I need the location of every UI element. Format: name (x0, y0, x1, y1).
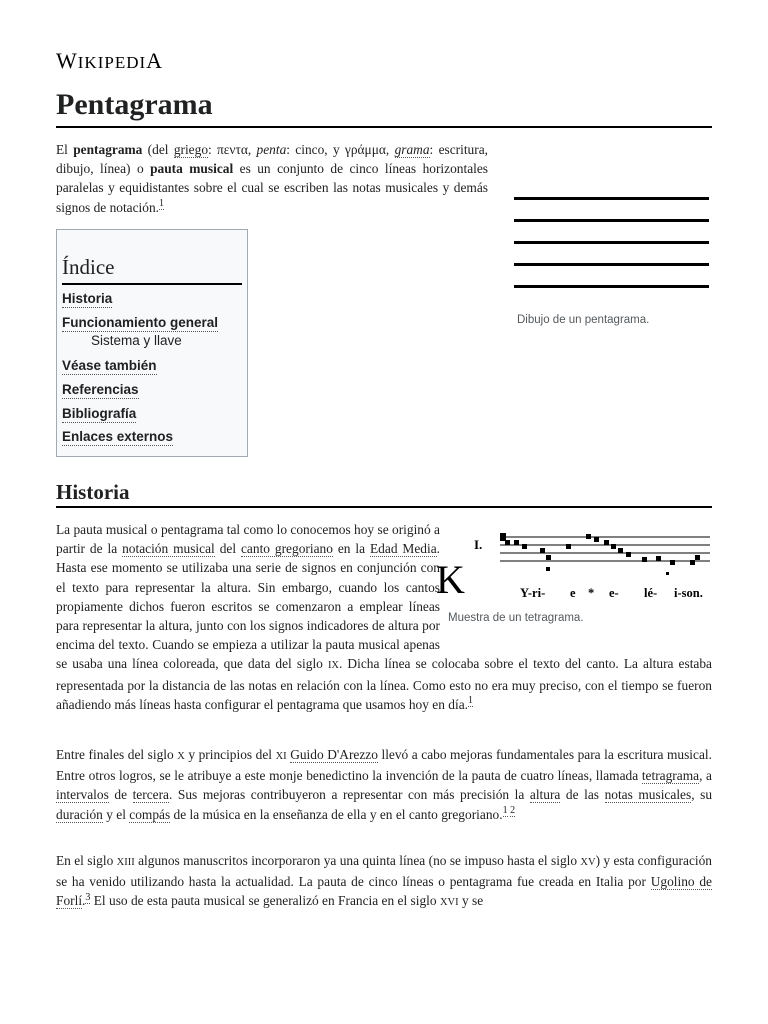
toc-item-enlaces[interactable]: Enlaces externos (62, 429, 174, 444)
toc-item-sistema[interactable]: Sistema y llave (91, 333, 182, 348)
toc-item-funcionamiento[interactable]: Funcionamiento general (62, 315, 219, 330)
link-ugolino-de-forli[interactable]: Ugolino de Forlí (56, 874, 712, 909)
historia-paragraph-3: En el siglo XIII algunos manuscritos incorporaron ya una quinta línea (no se impuso hasta el siglo XV) y esta configuración se ha venido utilizando hasta la actualidad. La pauta de cinco líneas o pentagrama fue creada en Italia por Ugolino de Forlí.$^3$ El uso de esta pauta musical se generalizó en Francia en el siglo XVI y se (56, 853, 713, 909)
toc-item-vease[interactable]: Véase también (62, 358, 157, 373)
figure-caption: Muestra de un tetragrama. (448, 612, 584, 624)
toc-item-referencias[interactable]: Referencias (62, 382, 139, 397)
lyric-syllable: Y-ri- (520, 586, 546, 600)
toc-item-bibliografia[interactable]: Bibliografía (62, 406, 137, 421)
link-grama[interactable]: grama (394, 142, 430, 157)
link-edad-media[interactable]: Edad Media (370, 541, 437, 557)
section-heading-historia: Historia (56, 478, 712, 508)
figure-caption: Dibujo de un pentagrama. (517, 314, 650, 326)
link-canto-gregoriano[interactable]: canto gregoriano (240, 541, 333, 557)
link-griego[interactable]: griego (173, 142, 209, 157)
wikipedia-logo[interactable]: WIKIPEDIA (56, 48, 164, 73)
lyric-syllable: e- (609, 586, 619, 600)
table-of-contents (56, 229, 248, 457)
pentagrama-figure (512, 192, 712, 326)
clef-label: I. (474, 537, 483, 552)
link-guido-darezzo[interactable]: Guido D'Arezzo (290, 747, 378, 762)
intro-paragraph: El pentagrama (del griego: πεντα, penta: cinco, y γράμμα, grama: escritura, dibujo, línea) o pauta musical es un conjunto de cinco líneas horizontales paralelas y equidistantes sobre el cual se escriben las notas musicales y demás signos de notación.$^1$ (56, 142, 489, 215)
link-altura[interactable]: altura (529, 787, 561, 803)
historia-paragraph-2: Entre finales del siglo X y principios del XI Guido D'Arezzo llevó a cabo mejoras fundamentales para la escritura musical. Entre otros logros, se le atribuye a este monje benedictino la invención de la pauta de cuatro líneas, llamada tetragrama, a intervalos de tercera. Sus mejoras contribuyeron a representar con más precisión la altura de las notas musicales, su duración y el compás de la música en la enseñanza de ella y en el canto gregoriano.$^{1 2}$ (56, 747, 713, 822)
link-notas-musicales[interactable]: notas musicales (604, 787, 692, 803)
reference-link[interactable]: 1 (468, 695, 473, 707)
reference-link[interactable]: 1 (159, 198, 165, 210)
toc-title: Índice (62, 252, 242, 285)
staff-image (512, 192, 712, 288)
lyric-syllable: e (570, 586, 576, 600)
reference-link[interactable]: 3 (85, 891, 91, 903)
link-tercera[interactable]: tercera (132, 787, 169, 803)
reference-link[interactable]: 2 (510, 805, 516, 817)
lyric-syllable: i-son. (674, 586, 703, 600)
lyric-syllable: * (588, 586, 595, 600)
link-duracion[interactable]: duración (56, 806, 103, 822)
lyric-syllable: lé- (644, 586, 658, 600)
link-intervalos[interactable]: intervalos (56, 787, 109, 803)
link-tetragrama[interactable]: tetragrama (641, 768, 700, 784)
initial-letter: K (436, 557, 465, 602)
page-title: Pentagrama (56, 86, 712, 128)
toc-item-historia[interactable]: Historia (62, 291, 113, 306)
link-notacion-musical[interactable]: notación musical (122, 541, 215, 557)
reference-link[interactable]: 1 (502, 805, 508, 817)
link-compas[interactable]: compás (129, 806, 171, 822)
historia-paragraph-1: La pauta musical o pentagrama tal como lo conocemos hoy se originó a partir de la notación musical del canto gregoriano en la Edad Media. Hasta ese momento se utilizaba una serie de signos en conjunción con el texto para representar la altura. Sin embargo, cuando los cantos propiamente dichos fueron escritos se comenzaron a emplear líneas para representar la altura, junto con los signos indicadores de altura por encima del texto. Cuando se empieza a utilizar la pauta musical apenas se usaba una línea coloreada, que data del siglo IX. Dicha línea se colocaba sobre el texto del canto. La altura estaba representada por la distancia de las notas en relación con la línea. Como esto no era muy preciso, con el tiempo se fueron añadiendo más líneas hasta configurar el pentagrama que usamos hoy en día.$^1$ (56, 522, 712, 712)
